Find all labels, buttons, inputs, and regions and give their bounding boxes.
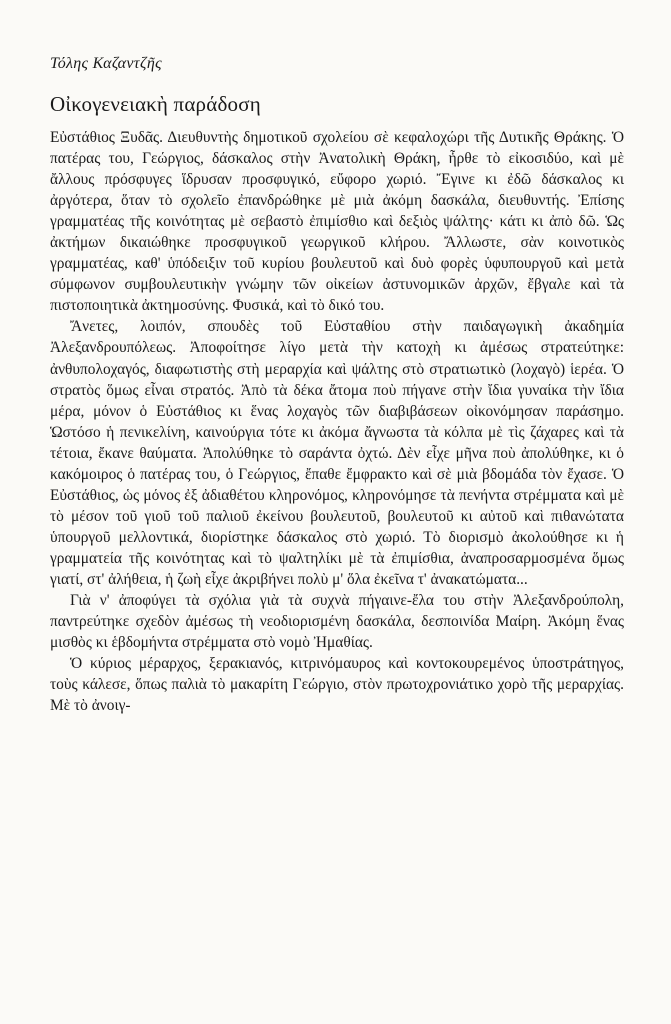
story-title: Οἰκογενειακὴ παράδοση <box>50 92 261 116</box>
paragraph-2: Ἄνετες, λοιπόν, σπουδὲς τοῦ Εὐσταθίου στὴν παιδαγωγικὴ ἀκαδημία Ἀλεξανδρουπόλεως. Ἀποφοίτησε λίγο μετὰ τὴν κατοχὴ κι ἀμέσως στρατεύτηκε: ἀνθυπολοχαγός, διαφωτιστὴς στὴ μεραρχία καὶ ψάλτης στὸ στρατιωτικὸ (λοχαγὸ) ἱερέα. Ὁ στρατὸς ὅμως εἶναι στρατός. Ἀπὸ τὰ δέκα ἄτομα ποὺ πήγανε στὴν ἴδια γυναίκα τὴν ἴδια μέρα, μόνον ὁ Εὐστάθιος κι ἕνας λοχαγὸς τῶν διαβιβάσεων οἰκονόμησαν παράσημο. Ὡστόσο ἡ πενικελίνη, καινούργια τότε κι ἀκόμα ἄγνωστα τὰ κόλπα μὲ τὶς ζάχαρες καὶ τὰ τέτοια, ἔκανε θαύματα. Ἀπολύθηκε τὸ σαράντα ὀχτώ. Δὲν εἶχε μῆνα ποὺ ἀπολύθηκε, κι ὁ κακόμοιρος ὁ πατέρας του, ὁ Γεώργιος, ἔπαθε ἔμφρακτο καὶ σὲ μιὰ βδομάδα τὸν ἔχασε. Ὁ Εὐστάθιος, ὡς μόνος ἐξ ἀδιαθέτου κληρονόμος, κληρονόμησε τὰ πενήντα στρέμματα καὶ μὲ τὸ μέσον τοῦ γιοῦ τοῦ παλιοῦ ἐκείνου βουλευτοῦ, βουλευτοῦ κι αὐτοῦ καὶ πιθανώτατα ὑπουργοῦ μελλοντικά, διορίστηκε δάσκαλος στὸ χωριό. Τὸ διορισμὸ ἀκολούθησε κι ἡ γραμματεία τῆς κοινότητας καὶ τὸ ψαλτηλίκι μὲ τὰ ἐπιμίσθια, ἀναπροσαρμοσμένα ὅμως γιατί, στ' ἀλήθεια, ἡ ζωὴ εἶχε ἀκριβήνει πολὺ μ' ὅλα ἐκεῖνα τ' ἀνακατώματα... <box>50 318 624 588</box>
paragraph-1: Εὐστάθιος Ξυδᾶς. Διευθυντὴς δημοτικοῦ σχολείου σὲ κεφαλοχώρι τῆς Δυτικῆς Θράκης. Ὁ πατέρας του, Γεώργιος, δάσκαλος στὴν Ἀνατολικὴ Θράκη, ἦρθε τὸ εἰκοσιδύο, καὶ μὲ ἄλλους πρόσφυγες ἵδρυσαν προσφυγικό, εὔφορο χωριό. Ἔγινε κι ἐδῶ δάσκαλος κι ἀργότερα, ὅταν τὸ σχολεῖο ἐπανδρώθηκε μὲ μιὰ ἀκόμη δασκάλα, διευθυντής. Ἐπίσης γραμματέας τῆς κοινότητας μὲ σεβαστὸ ἐπιμίσθιο καὶ δεξιὸς ψάλτης· κάτι κι ἀπὸ δῶ. Ὡς ἀκτήμων δικαιώθηκε προσφυγικοῦ γεωργικοῦ κλήρου. Ἄλλωστε, σὰν κοινοτικὸς γραμματέας, καθ' ὑπόδειξιν τοῦ κυρίου βουλευτοῦ καὶ δυὸ φορὲς ὑφυπουργοῦ καὶ μετὰ σύμφωνον συμβουλευτικὴν γνώμην τῶν οἰκείων ἀστυνομικῶν ἀρχῶν, ἔβγαλε καὶ τὰ πιστοποιητικὰ ἀκτημοσύνης. Φυσικά, καὶ τὸ δικό του. <box>50 129 624 315</box>
paragraph-4: Ὁ κύριος μέραρχος, ξερακιανός, κιτρινόμαυρος καὶ κοντοκουρεμένος ὑποστράτηγος, τοὺς κάλεσε, ὅπως παλιὰ τὸ μακαρίτη Γεώργιο, στὸν πρωτοχρονιάτικο χορὸ τῆς μεραρχίας. Μὲ τὸ ἀνοιγ- <box>50 655 624 715</box>
author-name: Τόλης Καζαντζῆς <box>50 55 162 72</box>
paragraph-3: Γιὰ ν' ἀποφύγει τὰ σχόλια γιὰ τὰ συχνὰ πήγαινε-ἔλα του στὴν Ἀλεξανδρούπολη, παντρεύτηκε σχεδὸν ἀμέσως τὴ νεοδιορισμένη δασκάλα, δεσποινίδα Μαίρη. Ἀκόμη ἕνας μισθὸς κι ἑβδομήντα στρέμματα στὸ νομὸ Ἠμαθίας. <box>50 592 624 652</box>
story-body <box>50 127 624 716</box>
